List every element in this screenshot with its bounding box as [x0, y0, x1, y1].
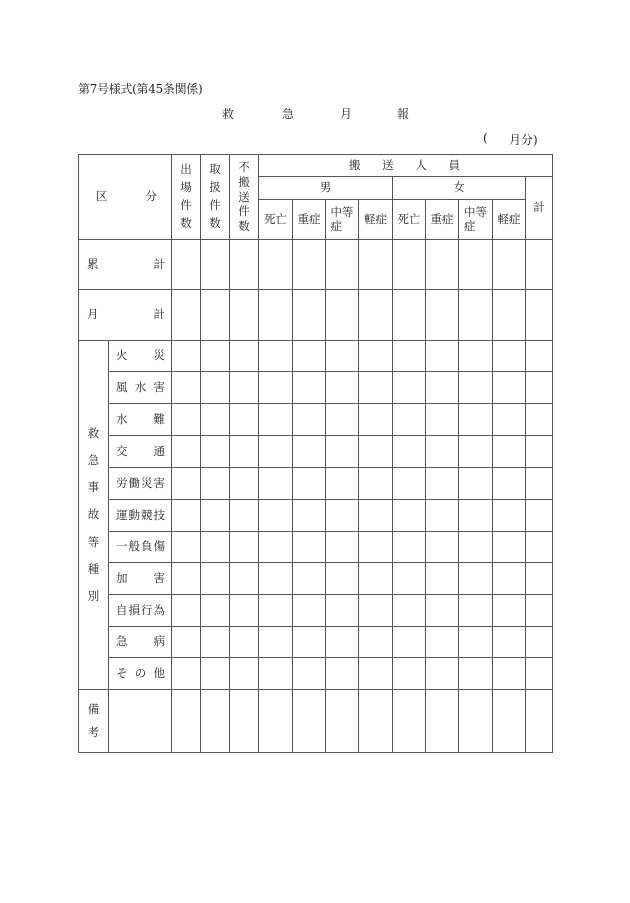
data-cell[interactable]	[426, 372, 459, 404]
data-cell[interactable]	[393, 627, 426, 658]
ambulance-monthly-report-table	[78, 154, 553, 753]
label-char: 他	[153, 665, 165, 680]
data-cell[interactable]	[526, 468, 553, 500]
label-char: 運	[116, 507, 128, 522]
male-minor-header: 軽症	[359, 200, 393, 240]
data-cell[interactable]	[359, 532, 393, 563]
table-row-accident-water	[79, 404, 553, 436]
data-cell[interactable]	[259, 404, 293, 436]
monthly-label	[79, 290, 172, 341]
data-cell[interactable]	[359, 500, 393, 532]
transported-people-header	[259, 155, 553, 177]
accident-type-label	[109, 404, 172, 436]
label-char: 病	[153, 634, 165, 649]
accident-type-group-label	[79, 341, 109, 690]
handled-count-label: 取扱件数	[209, 162, 221, 230]
data-cell[interactable]	[526, 404, 553, 436]
accident-type-label	[109, 595, 172, 627]
dispatch-count-label: 出場件数	[180, 162, 192, 230]
data-cell[interactable]	[393, 341, 426, 372]
data-cell[interactable]	[493, 595, 526, 627]
label-char: 一	[116, 539, 128, 554]
label-char: の	[134, 665, 147, 680]
remarks-cell[interactable]	[426, 690, 459, 753]
data-cell[interactable]	[230, 658, 259, 690]
label-char: 月	[87, 307, 99, 322]
label-char: 行	[141, 602, 153, 617]
label-char: 通	[153, 443, 165, 458]
data-cell[interactable]	[230, 468, 259, 500]
data-cell[interactable]	[393, 404, 426, 436]
data-cell[interactable]	[201, 563, 230, 595]
data-cell[interactable]	[172, 658, 201, 690]
label-char: 水	[134, 379, 147, 394]
table-row-accident-storm-flood	[79, 372, 553, 404]
data-cell[interactable]	[259, 436, 293, 468]
label-char: 自	[116, 602, 128, 617]
male-header: 男	[259, 177, 393, 200]
data-cell[interactable]	[493, 436, 526, 468]
data-cell[interactable]	[426, 341, 459, 372]
label-char: そ	[116, 665, 128, 680]
data-cell[interactable]	[426, 500, 459, 532]
moderate-line2: 症	[330, 218, 342, 233]
label-char: 交	[116, 443, 128, 458]
remarks-cell[interactable]	[172, 690, 201, 753]
title-char: 急	[282, 107, 295, 121]
data-cell[interactable]	[393, 658, 426, 690]
data-cell[interactable]	[459, 372, 493, 404]
accident-group-text: 救急事故等種別	[87, 426, 100, 603]
data-cell[interactable]	[259, 595, 293, 627]
data-cell[interactable]	[201, 595, 230, 627]
data-cell[interactable]	[326, 372, 359, 404]
data-cell[interactable]	[459, 658, 493, 690]
data-cell[interactable]	[259, 341, 293, 372]
remarks-cell[interactable]	[259, 690, 293, 753]
data-cell[interactable]	[393, 372, 426, 404]
data-cell[interactable]	[359, 468, 393, 500]
data-cell[interactable]	[172, 468, 201, 500]
data-cell[interactable]	[493, 240, 526, 290]
data-cell[interactable]	[293, 500, 326, 532]
data-cell[interactable]	[326, 468, 359, 500]
category-header-char: 区	[96, 189, 108, 204]
title-char: 報	[397, 107, 410, 121]
label-char: 労	[116, 475, 128, 490]
data-cell[interactable]	[393, 468, 426, 500]
label-char: 般	[128, 539, 140, 554]
data-cell[interactable]	[230, 372, 259, 404]
data-cell[interactable]	[359, 563, 393, 595]
data-cell[interactable]	[259, 500, 293, 532]
label-char: 傷	[153, 539, 165, 554]
header-char: 員	[448, 157, 460, 172]
data-cell[interactable]	[426, 595, 459, 627]
data-cell[interactable]	[459, 532, 493, 563]
data-cell[interactable]	[293, 563, 326, 595]
data-cell[interactable]	[201, 436, 230, 468]
handled-count-header	[201, 155, 230, 240]
not-transported-count-header	[230, 155, 259, 240]
data-cell[interactable]	[201, 341, 230, 372]
remarks-cell[interactable]	[109, 690, 172, 753]
label-char: 損	[128, 602, 140, 617]
data-cell[interactable]	[259, 468, 293, 500]
data-cell[interactable]	[426, 436, 459, 468]
period-month-label: 月分)	[509, 133, 538, 147]
data-cell[interactable]	[326, 563, 359, 595]
data-cell[interactable]	[526, 372, 553, 404]
label-char: 難	[153, 411, 165, 426]
data-cell[interactable]	[201, 372, 230, 404]
data-cell[interactable]	[526, 532, 553, 563]
title-char: 救	[222, 107, 235, 121]
data-cell[interactable]	[293, 240, 326, 290]
data-cell[interactable]	[359, 341, 393, 372]
female-death-header: 死亡	[393, 200, 426, 240]
data-cell[interactable]	[526, 595, 553, 627]
data-cell[interactable]	[493, 627, 526, 658]
data-cell[interactable]	[293, 468, 326, 500]
female-moderate-header	[459, 200, 493, 240]
data-cell[interactable]	[201, 290, 230, 341]
category-header-cell	[79, 155, 172, 240]
data-cell[interactable]	[230, 240, 259, 290]
data-cell[interactable]	[230, 563, 259, 595]
data-cell[interactable]	[230, 595, 259, 627]
data-cell[interactable]	[426, 290, 459, 341]
data-cell[interactable]	[172, 436, 201, 468]
remarks-cell[interactable]	[393, 690, 426, 753]
female-header: 女	[393, 177, 526, 200]
label-char: 急	[116, 634, 128, 649]
title-char: 月	[340, 107, 353, 121]
data-cell[interactable]	[259, 563, 293, 595]
label-char: 害	[153, 475, 165, 490]
remarks-text: 備考	[87, 702, 100, 739]
label-char: 計	[153, 307, 165, 322]
data-cell[interactable]	[359, 240, 393, 290]
cumulative-label	[79, 240, 172, 290]
table-row-accident-general-injury	[79, 532, 553, 563]
header-char: 搬	[349, 157, 361, 172]
data-cell[interactable]	[172, 563, 201, 595]
form-number-label: 第7号様式(第45条関係)	[78, 82, 203, 96]
data-cell[interactable]	[493, 372, 526, 404]
data-cell[interactable]	[230, 532, 259, 563]
data-cell[interactable]	[201, 627, 230, 658]
data-cell[interactable]	[459, 468, 493, 500]
data-cell[interactable]	[359, 290, 393, 341]
data-cell[interactable]	[201, 658, 230, 690]
table-row-accident-fire	[79, 341, 553, 372]
data-cell[interactable]	[459, 627, 493, 658]
female-serious-header: 重症	[426, 200, 459, 240]
data-cell[interactable]	[426, 240, 459, 290]
data-cell[interactable]	[293, 372, 326, 404]
data-cell[interactable]	[259, 240, 293, 290]
data-cell[interactable]	[526, 563, 553, 595]
accident-type-label	[109, 532, 172, 563]
data-cell[interactable]	[359, 658, 393, 690]
data-cell[interactable]	[326, 500, 359, 532]
remarks-cell[interactable]	[201, 690, 230, 753]
table-row-accident-self-harm	[79, 595, 553, 627]
data-cell[interactable]	[201, 240, 230, 290]
label-char: 競	[141, 507, 153, 522]
data-cell[interactable]	[259, 658, 293, 690]
data-cell[interactable]	[526, 658, 553, 690]
data-cell[interactable]	[426, 658, 459, 690]
data-cell[interactable]	[526, 240, 553, 290]
data-cell[interactable]	[326, 436, 359, 468]
data-cell[interactable]	[293, 658, 326, 690]
data-cell[interactable]	[493, 290, 526, 341]
accident-type-label	[109, 468, 172, 500]
label-char: 動	[128, 507, 140, 522]
data-cell[interactable]	[393, 595, 426, 627]
remarks-cell[interactable]	[459, 690, 493, 753]
data-cell[interactable]	[201, 532, 230, 563]
moderate-line2: 症	[464, 218, 476, 233]
accident-type-label	[109, 436, 172, 468]
data-cell[interactable]	[493, 468, 526, 500]
remarks-cell[interactable]	[293, 690, 326, 753]
data-cell[interactable]	[230, 500, 259, 532]
data-cell[interactable]	[172, 404, 201, 436]
label-char: 風	[116, 379, 128, 394]
data-cell[interactable]	[393, 290, 426, 341]
data-cell[interactable]	[259, 372, 293, 404]
label-char: 計	[153, 256, 165, 271]
data-cell[interactable]	[201, 468, 230, 500]
data-cell[interactable]	[359, 372, 393, 404]
table-row-remarks	[79, 690, 553, 753]
data-cell[interactable]	[172, 290, 201, 341]
data-cell[interactable]	[293, 532, 326, 563]
data-cell[interactable]	[426, 627, 459, 658]
data-cell[interactable]	[493, 563, 526, 595]
data-cell[interactable]	[426, 404, 459, 436]
label-char: 災	[141, 475, 153, 490]
data-cell[interactable]	[526, 341, 553, 372]
label-char: 負	[141, 539, 153, 554]
header-char: 人	[415, 157, 427, 172]
data-cell[interactable]	[172, 627, 201, 658]
data-cell[interactable]	[526, 290, 553, 341]
category-header-char: 分	[145, 189, 157, 204]
data-cell[interactable]	[326, 658, 359, 690]
remarks-cell[interactable]	[493, 690, 526, 753]
data-cell[interactable]	[259, 532, 293, 563]
table-row-accident-assault	[79, 563, 553, 595]
data-cell[interactable]	[426, 563, 459, 595]
data-cell[interactable]	[359, 595, 393, 627]
data-cell[interactable]	[426, 468, 459, 500]
data-cell[interactable]	[293, 627, 326, 658]
data-cell[interactable]	[326, 240, 359, 290]
data-cell[interactable]	[326, 404, 359, 436]
female-minor-header: 軽症	[493, 200, 526, 240]
accident-type-label	[109, 372, 172, 404]
male-moderate-header	[326, 200, 359, 240]
data-cell[interactable]	[459, 404, 493, 436]
label-char: 累	[87, 256, 99, 271]
period-open-paren: (	[483, 131, 488, 145]
data-cell[interactable]	[293, 595, 326, 627]
data-cell[interactable]	[459, 595, 493, 627]
label-char: 災	[153, 348, 165, 363]
label-char: 加	[116, 570, 128, 585]
label-char: 水	[116, 411, 128, 426]
data-cell[interactable]	[459, 563, 493, 595]
data-cell[interactable]	[493, 341, 526, 372]
data-cell[interactable]	[259, 290, 293, 341]
table-row-accident-sports	[79, 500, 553, 532]
total-header: 計	[526, 177, 553, 240]
data-cell[interactable]	[172, 372, 201, 404]
data-cell[interactable]	[172, 341, 201, 372]
table-row-monthly	[79, 290, 553, 341]
data-cell[interactable]	[201, 404, 230, 436]
data-cell[interactable]	[172, 500, 201, 532]
label-char: 害	[153, 379, 165, 394]
data-cell[interactable]	[326, 627, 359, 658]
data-cell[interactable]	[493, 500, 526, 532]
data-cell[interactable]	[359, 436, 393, 468]
data-cell[interactable]	[326, 341, 359, 372]
data-cell[interactable]	[459, 341, 493, 372]
accident-type-label	[109, 500, 172, 532]
accident-type-label	[109, 341, 172, 372]
data-cell[interactable]	[393, 500, 426, 532]
moderate-line1: 中等	[464, 204, 487, 219]
header-char: 送	[382, 157, 394, 172]
data-cell[interactable]	[326, 290, 359, 341]
data-cell[interactable]	[426, 532, 459, 563]
label-char: 為	[153, 602, 165, 617]
data-cell[interactable]	[259, 627, 293, 658]
data-cell[interactable]	[293, 404, 326, 436]
data-cell[interactable]	[201, 500, 230, 532]
table-row-cumulative	[79, 240, 553, 290]
data-cell[interactable]	[230, 404, 259, 436]
label-char: 害	[153, 570, 165, 585]
data-cell[interactable]	[459, 436, 493, 468]
remarks-cell[interactable]	[359, 690, 393, 753]
accident-type-label	[109, 658, 172, 690]
label-char: 技	[153, 507, 165, 522]
data-cell[interactable]	[393, 436, 426, 468]
data-cell[interactable]	[230, 341, 259, 372]
data-cell[interactable]	[359, 627, 393, 658]
data-cell[interactable]	[393, 563, 426, 595]
moderate-line1: 中等	[330, 204, 354, 219]
accident-type-label	[109, 563, 172, 595]
dispatch-count-header	[172, 155, 201, 240]
table-row-accident-other	[79, 658, 553, 690]
data-cell[interactable]	[493, 404, 526, 436]
data-cell[interactable]	[230, 290, 259, 341]
remarks-cell[interactable]	[326, 690, 359, 753]
label-char: 働	[128, 475, 140, 490]
table-row-accident-occupational	[79, 468, 553, 500]
male-serious-header: 重症	[293, 200, 326, 240]
data-cell[interactable]	[230, 627, 259, 658]
data-cell[interactable]	[459, 240, 493, 290]
data-cell[interactable]	[459, 290, 493, 341]
remarks-cell[interactable]	[526, 690, 553, 753]
table-row-accident-sudden-illness	[79, 627, 553, 658]
remarks-label	[79, 690, 109, 753]
data-cell[interactable]	[172, 532, 201, 563]
data-cell[interactable]	[293, 436, 326, 468]
data-cell[interactable]	[172, 240, 201, 290]
data-cell[interactable]	[526, 500, 553, 532]
data-cell[interactable]	[393, 532, 426, 563]
table-row-accident-traffic	[79, 436, 553, 468]
data-cell[interactable]	[393, 240, 426, 290]
data-cell[interactable]	[293, 341, 326, 372]
data-cell[interactable]	[526, 627, 553, 658]
data-cell[interactable]	[326, 532, 359, 563]
data-cell[interactable]	[493, 532, 526, 563]
remarks-cell[interactable]	[230, 690, 259, 753]
data-cell[interactable]	[172, 595, 201, 627]
data-cell[interactable]	[459, 500, 493, 532]
data-cell[interactable]	[493, 658, 526, 690]
data-cell[interactable]	[293, 290, 326, 341]
male-death-header: 死亡	[259, 200, 293, 240]
data-cell[interactable]	[230, 436, 259, 468]
not-transported-count-label: 不搬送件数	[238, 159, 250, 234]
data-cell[interactable]	[359, 404, 393, 436]
data-cell[interactable]	[326, 595, 359, 627]
data-cell[interactable]	[526, 436, 553, 468]
accident-type-label	[109, 627, 172, 658]
label-char: 火	[116, 348, 128, 363]
